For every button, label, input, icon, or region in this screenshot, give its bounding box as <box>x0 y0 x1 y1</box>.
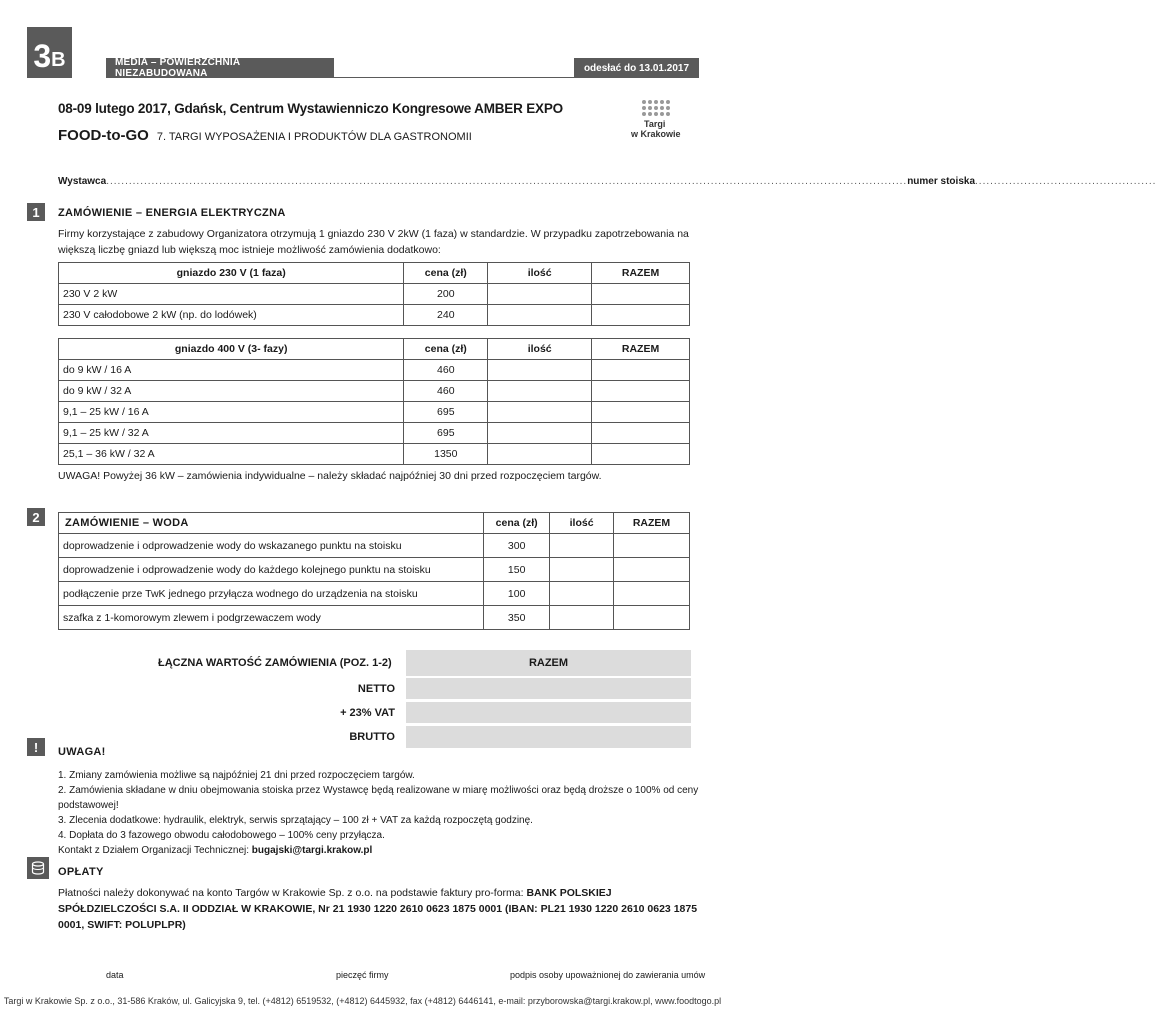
warning-list <box>58 768 708 858</box>
item-name: 9,1 – 25 kW / 32 A <box>59 423 404 444</box>
category-bar: MEDIA – POWIERZCHNIA NIEZABUDOWANA <box>106 58 334 78</box>
qty-cell[interactable] <box>488 402 592 423</box>
item-price: 350 <box>484 606 550 630</box>
item-price: 150 <box>484 558 550 582</box>
netto-field[interactable] <box>406 678 691 699</box>
qty-cell[interactable] <box>550 606 614 630</box>
qty-cell[interactable] <box>488 381 592 402</box>
item-name: doprowadzenie i odprowadzenie wody do każdego kolejnego punktu na stoisku <box>59 558 484 582</box>
total-cell[interactable] <box>614 558 690 582</box>
vat-field[interactable] <box>406 702 691 723</box>
signature-date-label: data <box>106 970 124 980</box>
coins-icon <box>27 857 49 879</box>
item-price: 300 <box>484 534 550 558</box>
warning-title: UWAGA! <box>58 746 106 758</box>
signature-person-label: podpis osoby upoważnionej do zawierania umów <box>510 970 706 980</box>
item-name: doprowadzenie i odprowadzenie wody do wskazanego punktu na stoisku <box>59 534 484 558</box>
total-cell[interactable] <box>592 305 690 326</box>
header-rule <box>334 77 574 78</box>
total-cell[interactable] <box>614 582 690 606</box>
qty-cell[interactable] <box>488 423 592 444</box>
total-cell[interactable] <box>592 444 690 465</box>
logo-text-line2: w Krakowie <box>631 129 681 139</box>
item-price: 200 <box>404 284 488 305</box>
exhibitor-label: Wystawca <box>58 176 107 187</box>
table-row <box>59 558 690 582</box>
stand-number-label: numer stoiska <box>907 176 976 187</box>
qty-cell[interactable] <box>488 360 592 381</box>
total-cell[interactable] <box>592 402 690 423</box>
table-row <box>59 284 690 305</box>
item-name: 25,1 – 36 kW / 32 A <box>59 444 404 465</box>
form-number-badge <box>27 27 72 78</box>
item-price: 695 <box>404 402 488 423</box>
total-cell[interactable] <box>592 284 690 305</box>
col-header-socket: gniazdo 230 V (1 faza) <box>59 263 404 284</box>
table-row <box>59 444 690 465</box>
item-name: szafka z 1-komorowym zlewem i podgrzewaczem wody <box>59 606 484 630</box>
form-number: 3 <box>33 38 52 74</box>
socket-400-table <box>58 338 690 465</box>
payments-text <box>58 885 703 933</box>
warning-item: 1. Zmiany zamówienia możliwe są najpóźniej 21 dni przed rozpoczęciem targów. <box>58 770 415 781</box>
table-row <box>59 423 690 444</box>
stand-number-dots: ................................................ <box>975 176 1156 187</box>
col-header-price: cena (zł) <box>404 263 488 284</box>
item-price: 240 <box>404 305 488 326</box>
event-subtitle: 7. TARGI WYPOSAŻENIA I PRODUKTÓW DLA GASTRONOMII <box>156 131 472 143</box>
qty-cell[interactable] <box>550 534 614 558</box>
warning-item: 3. Zlecenia dodatkowe: hydraulik, elektryk, serwis sprzątający – 100 zł + VAT za każdą rozpoczętą godzinę. <box>58 815 533 826</box>
targi-logo <box>631 100 701 142</box>
table-row <box>59 305 690 326</box>
warning-item: 4. Dopłata do 3 fazowego obwodu całodobowego – 100% ceny przyłącza. <box>58 830 385 841</box>
item-name: 230 V 2 kW <box>59 284 404 305</box>
qty-cell[interactable] <box>488 284 592 305</box>
signature-stamp-label: pieczęć firmy <box>336 970 389 980</box>
qty-cell[interactable] <box>550 558 614 582</box>
contact-prefix: Kontakt z Działem Organizacji Technicznej: <box>58 845 252 856</box>
deadline-badge: odesłać do 13.01.2017 <box>574 58 699 78</box>
brand-name: FOOD-to-GO <box>58 127 149 144</box>
contact-email[interactable]: bugajski@targi.krakow.pl <box>251 845 373 856</box>
section1-note: UWAGA! Powyżej 36 kW – zamówienia indywidualne – należy składać najpóźniej 30 dni przed rozpoczęciem targów. <box>58 470 602 482</box>
total-cell[interactable] <box>592 423 690 444</box>
section1-intro: Firmy korzystające z zabudowy Organizatora otrzymują 1 gniazdo 230 V 2kW (1 faza) w standardzie. W przypadku zapotrzebowania na większą liczbę gniazd lub większą moc istnieje możliwość zamówienia dodatkowo: <box>58 228 689 256</box>
table-row <box>59 606 690 630</box>
item-price: 460 <box>404 360 488 381</box>
logo-dots-icon <box>642 100 701 116</box>
table-row <box>59 402 690 423</box>
event-title <box>58 127 472 144</box>
warning-icon: ! <box>27 738 45 756</box>
item-price: 460 <box>404 381 488 402</box>
total-cell[interactable] <box>592 360 690 381</box>
total-cell[interactable] <box>592 381 690 402</box>
vat-label: + 23% VAT <box>340 707 395 719</box>
brutto-field[interactable] <box>406 726 691 748</box>
item-price: 1350 <box>404 444 488 465</box>
col-header-socket: gniazdo 400 V (3- fazy) <box>59 339 404 360</box>
qty-cell[interactable] <box>550 582 614 606</box>
logo-text-line1: Targi <box>644 119 666 129</box>
col-header-total: RAZEM <box>592 339 690 360</box>
section1-number: 1 <box>27 203 45 221</box>
item-price: 100 <box>484 582 550 606</box>
section2-title: ZAMÓWIENIE – WODA <box>59 513 484 534</box>
section2-number: 2 <box>27 508 45 526</box>
section1-title: ZAMÓWIENIE – ENERGIA ELEKTRYCZNA <box>58 207 286 219</box>
item-name: 9,1 – 25 kW / 16 A <box>59 402 404 423</box>
table-row <box>59 360 690 381</box>
payments-prefix: Płatności należy dokonywać na konto Targów w Krakowie Sp. z o.o. na podstawie faktury pro-forma: <box>58 887 527 899</box>
payments-title: OPŁATY <box>58 866 104 878</box>
table-row <box>59 534 690 558</box>
summary-header: RAZEM <box>406 650 691 676</box>
col-header-total: RAZEM <box>614 513 690 534</box>
form-letter: B <box>51 49 66 71</box>
netto-label: NETTO <box>357 683 395 695</box>
total-cell[interactable] <box>614 606 690 630</box>
col-header-qty: ilość <box>488 339 592 360</box>
exhibitor-field[interactable] <box>58 176 1156 187</box>
footer-contact: Targi w Krakowie Sp. z o.o., 31-586 Kraków, ul. Galicyjska 9, tel. (+4812) 6519532, (+4812) 6445932, fax (+4812) 6446141, e-mail: przyborowska@targi.krakow.pl, www.foodtogo.pl <box>3 996 722 1006</box>
table-row <box>59 381 690 402</box>
summary-title: ŁĄCZNA WARTOŚĆ ZAMÓWIENIA (POZ. 1-2) <box>158 657 392 669</box>
item-name: 230 V całodobowe 2 kW (np. do lodówek) <box>59 305 404 326</box>
table-row <box>59 582 690 606</box>
col-header-qty: ilość <box>488 263 592 284</box>
col-header-total: RAZEM <box>592 263 690 284</box>
item-name: do 9 kW / 16 A <box>59 360 404 381</box>
col-header-price: cena (zł) <box>404 339 488 360</box>
brutto-label: BRUTTO <box>349 731 395 743</box>
item-price: 695 <box>404 423 488 444</box>
col-header-price: cena (zł) <box>484 513 550 534</box>
bank-details: BANK POLSKIEJ SPÓŁDZIELCZOŚCI S.A. II ODDZIAŁ W KRAKOWIE, Nr 21 1930 1220 2610 0623 1875 0001 (IBAN: PL21 1930 1220 2610 0623 1875 0001, SWIFT: POLUPLPR) <box>58 887 698 931</box>
warning-item: 2. Zamówienia składane w dniu obejmowania stoiska przez Wystawcę będą realizowane w miarę możliwości oraz będą droższe o 100% od ceny podstawowej! <box>58 785 699 811</box>
socket-230-table <box>58 262 690 326</box>
qty-cell[interactable] <box>488 305 592 326</box>
exhibitor-dots: .................................................................................................................................................................................................................... <box>106 176 908 187</box>
contact-line <box>58 843 708 858</box>
item-name: podłączenie prze TwK jednego przyłącza wodnego do urządzenia na stoisku <box>59 582 484 606</box>
water-table <box>58 512 690 630</box>
event-info: 08-09 lutego 2017, Gdańsk, Centrum Wystawienniczo Kongresowe AMBER EXPO <box>58 101 563 116</box>
col-header-qty: ilość <box>550 513 614 534</box>
item-name: do 9 kW / 32 A <box>59 381 404 402</box>
total-cell[interactable] <box>614 534 690 558</box>
qty-cell[interactable] <box>488 444 592 465</box>
